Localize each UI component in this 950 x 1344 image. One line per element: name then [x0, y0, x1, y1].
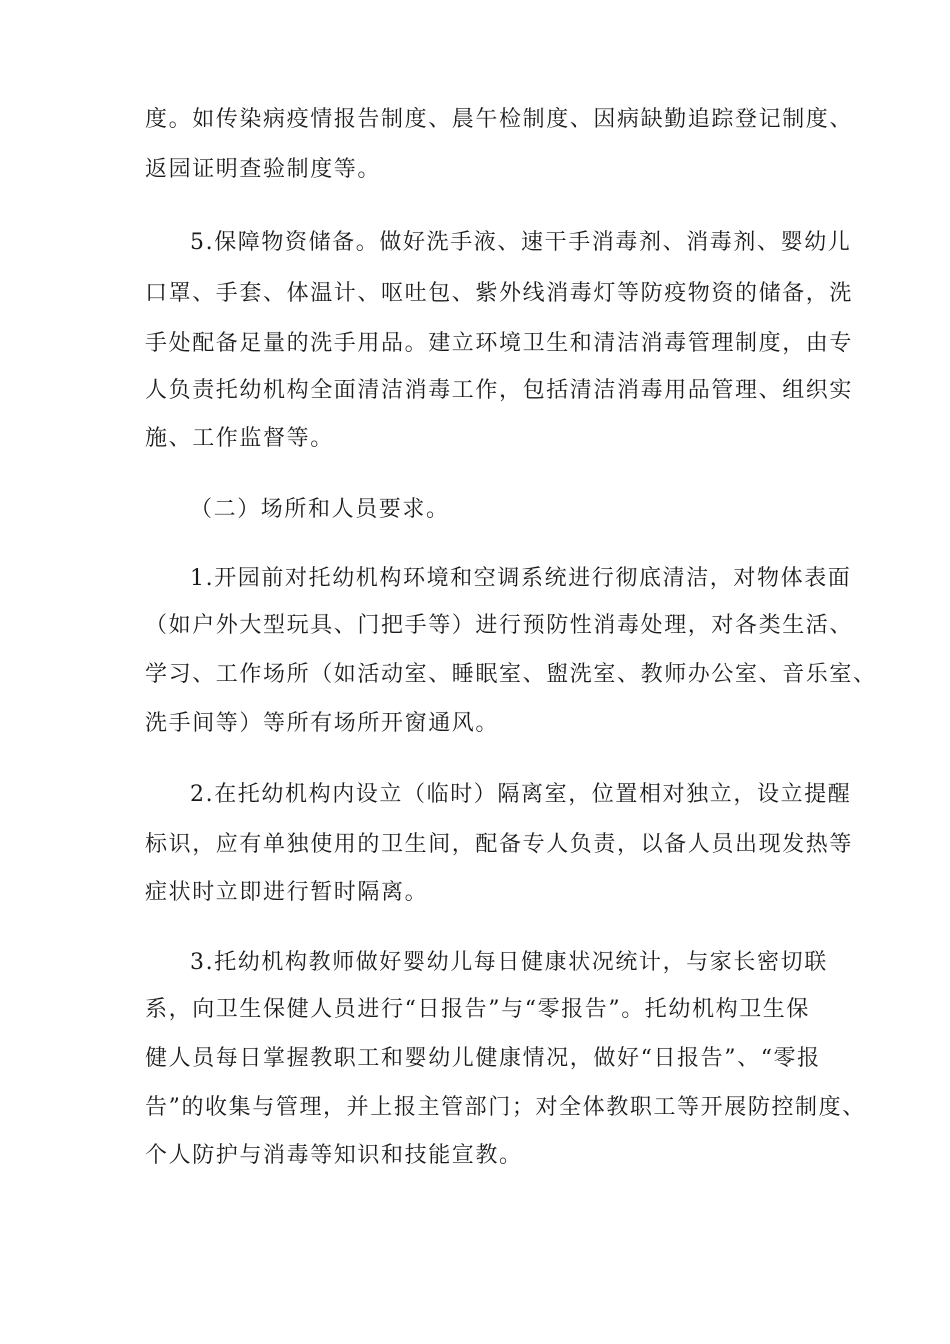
paragraph-line: （如户外大型玩具、门把手等）进行预防性消毒处理，对各类生活、 [145, 613, 854, 638]
paragraph-line: 手处配备足量的洗手用品。建立环境卫生和清洁消毒管理制度，由专 [145, 331, 854, 356]
paragraph-line: 系，向卫生保健人员进行“日报告”与“零报告”。托幼机构卫生保 [145, 997, 810, 1022]
paragraph-line: 2.在托幼机构内设立（临时）隔离室，位置相对独立，设立提醒 [190, 782, 852, 807]
paragraph-line: 学习、工作场所（如活动室、睡眠室、盥洗室、教师办公室、音乐室、 [145, 662, 877, 687]
paragraph-line: 症状时立即进行暂时隔离。 [145, 880, 429, 905]
paragraph-line: 洗手间等）等所有场所开窗通风。 [145, 711, 500, 736]
paragraph-line: 1.开园前对托幼机构环境和空调系统进行彻底清洁，对物体表面 [190, 566, 852, 591]
paragraph-line: 返园证明查验制度等。 [145, 157, 382, 182]
paragraph-line: 5.保障物资储备。做好洗手液、速干手消毒剂、消毒剂、婴幼儿 [190, 230, 852, 255]
paragraph-line: 标识，应有单独使用的卫生间，配备专人负责，以备人员出现发热等 [145, 832, 854, 857]
paragraph-line: 告”的收集与管理，并上报主管部门；对全体教职工等开展防控制度、 [145, 1095, 866, 1120]
paragraph-line: 度。如传染病疫情报告制度、晨午检制度、因病缺勤追踪登记制度、 [145, 107, 854, 132]
paragraph-line: 人负责托幼机构全面清洁消毒工作，包括清洁消毒用品管理、组织实 [145, 378, 854, 403]
paragraph-line: 口罩、手套、体温计、呕吐包、紫外线消毒灯等防疫物资的储备，洗 [145, 281, 854, 306]
section-heading: （二）场所和人员要求。 [190, 497, 450, 522]
paragraph-line: 施、工作监督等。 [145, 426, 334, 451]
paragraph-line: 个人防护与消毒等知识和技能宣教。 [145, 1143, 523, 1168]
paragraph-line: 3.托幼机构教师做好婴幼儿每日健康状况统计，与家长密切联 [190, 950, 828, 975]
paragraph-line: 健人员每日掌握教职工和婴幼儿健康情况，做好“日报告”、“零报 [145, 1046, 821, 1071]
